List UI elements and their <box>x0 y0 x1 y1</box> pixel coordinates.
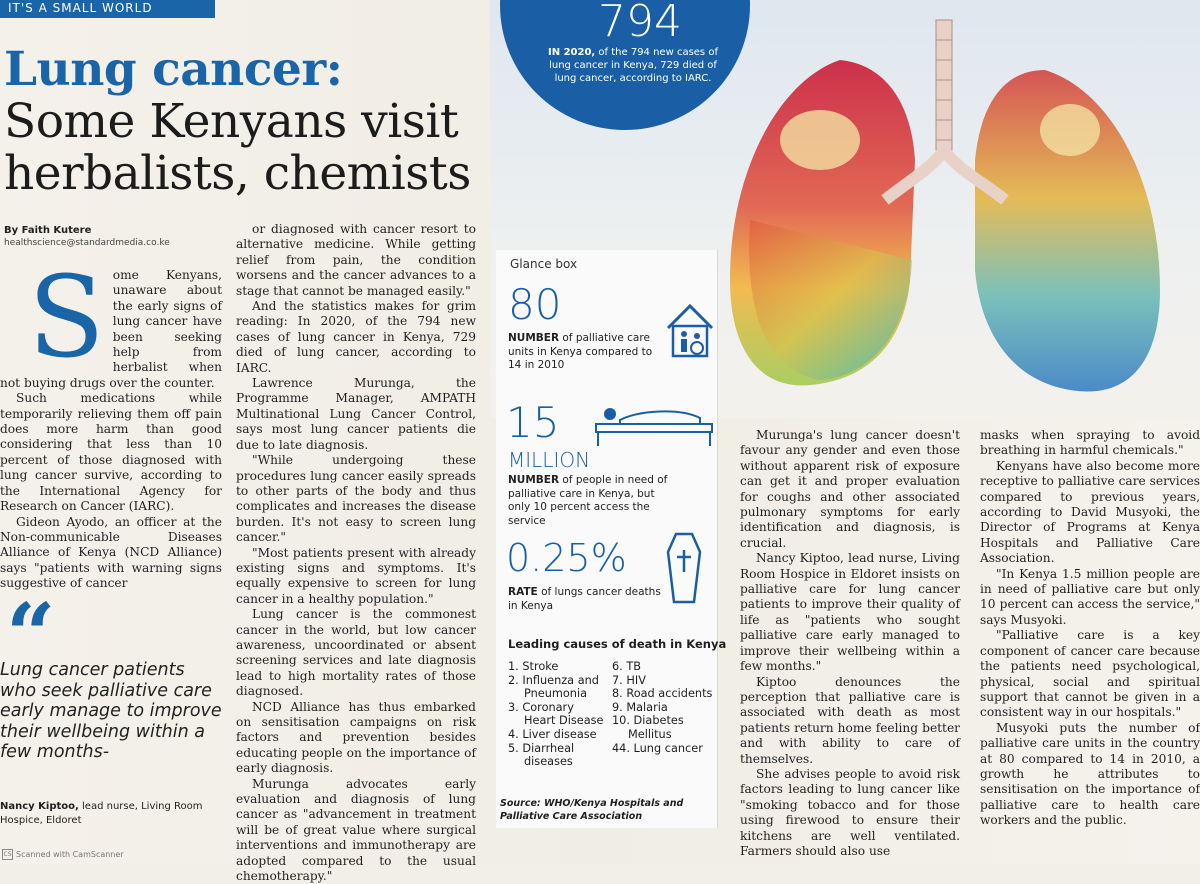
infographic-source: Source: WHO/Kenya Hospitals and Palliative Care Association <box>500 798 684 822</box>
paragraph: "In Kenya 1.5 million people are in need of palliative care but only 10 percent can access the service," says Musyoki. <box>980 566 1200 627</box>
paragraph: "While undergoing these procedures lung cancer easily spreads to other parts of the body and thus complicates and increases the disease burden. It's not easy to screen lung cancer." <box>236 453 476 545</box>
paragraph: "Most patients present with already existing signs and symptoms. It's equally expensive to screen for lung cancer in a healthy population." <box>236 545 476 606</box>
paragraph: NCD Alliance has thus embarked on sensitisation campaigns on risk factors and prevention besides educating people on the importance of early diagnosis. <box>236 699 476 776</box>
article-column-3 <box>740 428 960 859</box>
stat-rate-value: 0.25% <box>506 536 627 580</box>
paragraph: She advises people to avoid risk factors leading to lung cancer like "smoking tobacco and for those using firewood to ensure their kitchens are well ventilated. Farmers should also use <box>740 766 960 858</box>
paragraph: Such medications while temporarily relieving them off pain does more harm than good considering that less than 10 percent of those diagnosed with lung cancer survive, according to the International Agency for Research on Cancer (IARC). <box>0 391 222 514</box>
stat-label: NUMBER <box>508 474 560 486</box>
cause-item: 6. TB <box>612 660 642 673</box>
hospital-bed-icon <box>590 402 718 450</box>
article-column-4 <box>980 428 1200 829</box>
paragraph: Musyoki puts the number of palliative care units in the country at 80 compared to 14 in 2010, a growth he attributes to sensitisation on the importance of palliative care to health care workers and the public. <box>980 720 1200 828</box>
cause-item: 44. Lung cancer <box>612 741 703 755</box>
headline <box>4 44 474 200</box>
causes-title: Leading causes of death in Kenya <box>508 637 727 651</box>
quote-mark-icon: “ <box>6 585 56 686</box>
scanner-text: Scanned with CamScanner <box>16 850 124 859</box>
paragraph: masks when spraying to avoid breathing in harmful chemicals." <box>980 428 1200 458</box>
byline-email: healthscience@standardmedia.co.ke <box>4 238 170 248</box>
paragraph: "Palliative care is a key component of cancer care because the patients need psychological, physical, social and spiritual support that cannot be given in a consistent way in our hospitals." <box>980 628 1200 720</box>
cause-item: 1. Stroke <box>508 660 559 673</box>
stat-description: of people in need of palliative care in Kenya, but only 10 percent access the service <box>508 474 668 527</box>
stat-people-unit: MILLION <box>508 448 591 472</box>
stat-rate-text <box>508 586 668 613</box>
cause-item: 10. Diabetes <box>612 714 684 728</box>
paragraph: Gideon Ayodo, an officer at the Non-communicable Diseases Alliance of Kenya (NCD Alliance) says "patients with warning signs suggestive of cancer <box>0 514 222 591</box>
headline-accent: Lung cancer: <box>4 42 343 97</box>
stat-circle-text <box>548 46 718 85</box>
section-kicker: IT'S A SMALL WORLD <box>0 0 215 18</box>
paragraph: Kenyans have also become more receptive to palliative care services compared to previous years, according to David Musyoki, the Director of Programs at Kenya Hospitals and Palliative Care Association. <box>980 458 1200 566</box>
paragraph: Lawrence Murunga, the Programme Manager, AMPATH Multinational Lung Cancer Control, says most lung cancer patients die due to late diagnosis. <box>236 376 476 452</box>
paragraph: And the statistics makes for grim reading: In 2020, of the 794 new cases of lung cancer in Kenya, 729 died of lung cancer, according to IARC. <box>236 299 476 375</box>
cause-item: 8. Road accidents <box>612 687 713 701</box>
pull-quote: Lung cancer patients who seek palliative care early manage to improve their wellbeing within a few months- <box>0 660 222 762</box>
byline: By Faith Kutere <box>4 225 92 236</box>
cause-item: 9. Malaria <box>612 700 668 714</box>
scanner-badge: CS <box>3 851 12 858</box>
paragraph: Murunga advocates early evaluation and diagnosis of lung cancer as "advancement in treatment will be of great value where surgical interventions and immunotherapy are adopted compared to the usual chemotherapy." <box>236 776 476 884</box>
headline-rest: Some Kenyans visit herbalists, chemists <box>4 94 471 201</box>
cause-item: 4. Liver disease <box>508 728 597 741</box>
care-home-icon <box>664 302 716 360</box>
cause-item: Pneumonia <box>524 687 588 701</box>
stat-circle-body: of the 794 new cases of lung cancer in Kenya, 729 died of lung cancer, according to IARC. <box>549 47 718 84</box>
stat-description: of lungs cancer deaths in Kenya <box>508 586 661 612</box>
article-column-1 <box>0 253 222 592</box>
stat-description: of palliative care units in Kenya compared to 14 in 2010 <box>508 332 653 371</box>
cause-item: 5. Diarrheal <box>508 741 575 755</box>
paragraph: or diagnosed with cancer resort to alternative medicine. While getting relief from pain, the condition worsens and the cancer advances to a stage that cannot be managed easily." <box>236 222 476 298</box>
credit-name: Nancy Kiptoo, <box>0 801 79 812</box>
stat-palliative-units-value: 80 <box>508 280 562 329</box>
stat-circle-number: 794 <box>598 0 682 47</box>
stat-palliative-units-text <box>508 332 658 373</box>
cause-item: 7. HIV <box>612 673 646 687</box>
scanner-watermark <box>0 846 280 864</box>
credit-role: lead nurse, Living Room Hospice, Eldoret <box>0 801 203 826</box>
stat-circle-lead: IN 2020, <box>548 47 596 58</box>
cause-item: 2. Influenza and <box>508 673 599 687</box>
paragraph: Murunga's lung cancer doesn't favour any gender and even those without apparent risk of exposure can get it and proper evaluation for coughs and other associated pulmonary symptoms for early identification and diagnosis, is crucial. <box>740 428 960 550</box>
stat-people-value: 15 <box>506 398 560 447</box>
dropcap: S <box>28 253 105 383</box>
paragraph: ome Kenyans, unaware about the early signs of lung cancer have been seeking help from herbalist when not buying drugs over the counter. <box>0 268 222 390</box>
cause-item: 3. Coronary <box>508 700 574 714</box>
stat-people-text <box>508 474 668 528</box>
paragraph: Kiptoo denounces the perception that palliative care is associated with death as most patients return home feeling better and with ability to care of themselves. <box>740 674 960 766</box>
stat-label: RATE <box>508 586 538 598</box>
paragraph: Lung cancer is the commonest cancer in the world, but low cancer awareness, uncoordinated or absent screening services and late diagnosis lead to high mortality rates of those diagnosed. <box>236 607 476 699</box>
paragraph: Nancy Kiptoo, lead nurse, Living Room Hospice in Eldoret insists on palliative care for lung cancer patients to improve their quality of life as "patients who sought palliative care early managed to improve their wellbeing within a few months." <box>740 551 960 674</box>
stat-label: NUMBER <box>508 332 560 344</box>
article-column-2 <box>236 222 476 884</box>
cause-item: diseases <box>524 755 573 769</box>
lungs-illustration <box>690 20 1200 420</box>
coffin-icon <box>664 532 704 604</box>
glance-title: Glance box <box>510 257 578 271</box>
cause-item: Mellitus <box>628 728 672 741</box>
pull-quote-credit <box>0 800 222 828</box>
cause-item: Heart Disease <box>524 714 604 728</box>
